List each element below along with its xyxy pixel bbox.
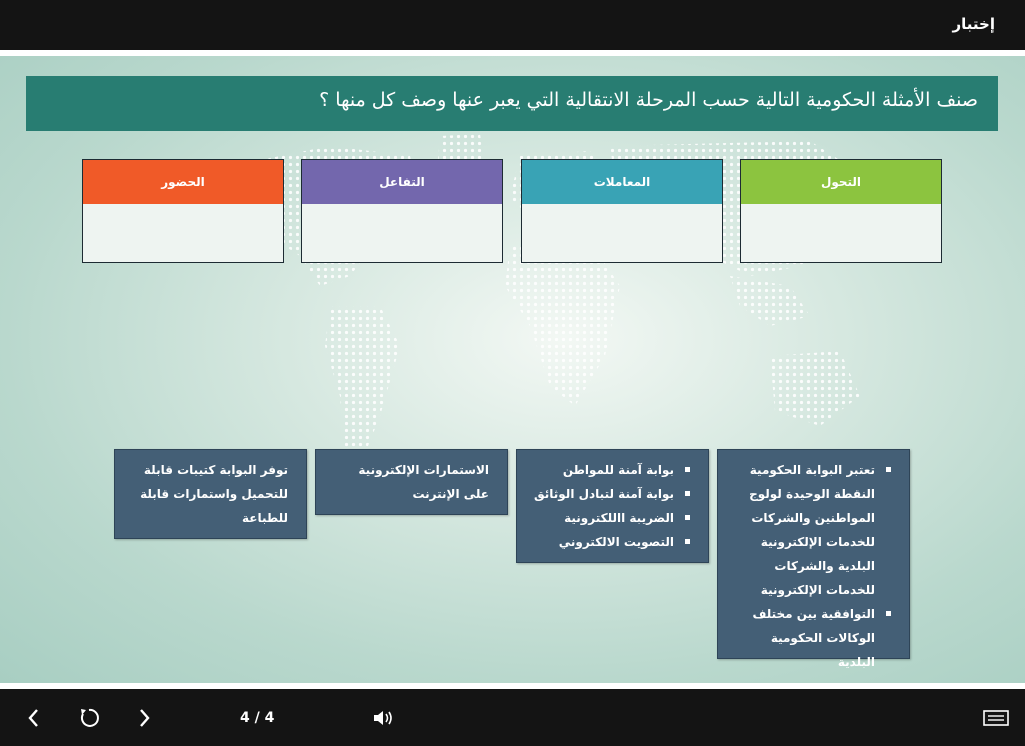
- card-item: تعتبر البوابة الحكومية النقطة الوحيدة لولوج المواطنين والشركات للخدمات الإلكترونية البلدية والشركات للخدمات الإلكترونية: [732, 458, 891, 602]
- drag-card[interactable]: [717, 449, 910, 669]
- card-text: توفر البوابة كتيبات قابلة للتحميل واستمارات قابلة للطباعة: [140, 463, 288, 525]
- category-header: التفاعل: [302, 160, 502, 204]
- category-header: الحضور: [83, 160, 283, 204]
- prev-icon[interactable]: [22, 706, 46, 730]
- drop-zone[interactable]: [741, 204, 941, 262]
- app-title: إختبار: [952, 15, 995, 33]
- drag-card[interactable]: [315, 449, 508, 515]
- category-header: التحول: [741, 160, 941, 204]
- card-item: الضريبة االلكترونية: [531, 506, 690, 530]
- question-banner: صنف الأمثلة الحكومية التالية حسب المرحلة الانتقالية التي يعبر عنها وصف كل منها ؟: [26, 76, 998, 131]
- drag-card[interactable]: [516, 449, 709, 563]
- card-item: التصويت الالكتروني: [531, 530, 690, 554]
- category-presence[interactable]: [82, 159, 284, 263]
- menu-icon[interactable]: [983, 706, 1009, 730]
- card-item: التوافقية بين مختلف الوكالات الحكومية البلدية: [732, 602, 891, 674]
- next-icon[interactable]: [132, 706, 156, 730]
- player-controls: [0, 689, 1025, 746]
- category-header: المعاملات: [522, 160, 722, 204]
- category-transformation[interactable]: [740, 159, 942, 263]
- drop-zone[interactable]: [302, 204, 502, 262]
- card-text: الاستمارات الإلكترونية على الإنترنت: [358, 463, 489, 501]
- card-item: بوابة آمنة للمواطن: [531, 458, 690, 482]
- category-transactions[interactable]: [521, 159, 723, 263]
- drop-zone[interactable]: [83, 204, 283, 262]
- slide: [0, 56, 1025, 683]
- drop-zone[interactable]: [522, 204, 722, 262]
- replay-icon[interactable]: [77, 706, 101, 730]
- card-item: بوابة آمنة لتبادل الوثائق: [531, 482, 690, 506]
- page-indicator: 4 / 4: [240, 710, 275, 726]
- volume-icon[interactable]: [371, 706, 395, 730]
- drag-card[interactable]: [114, 449, 307, 539]
- category-interaction[interactable]: [301, 159, 503, 263]
- top-bar: [0, 0, 1025, 50]
